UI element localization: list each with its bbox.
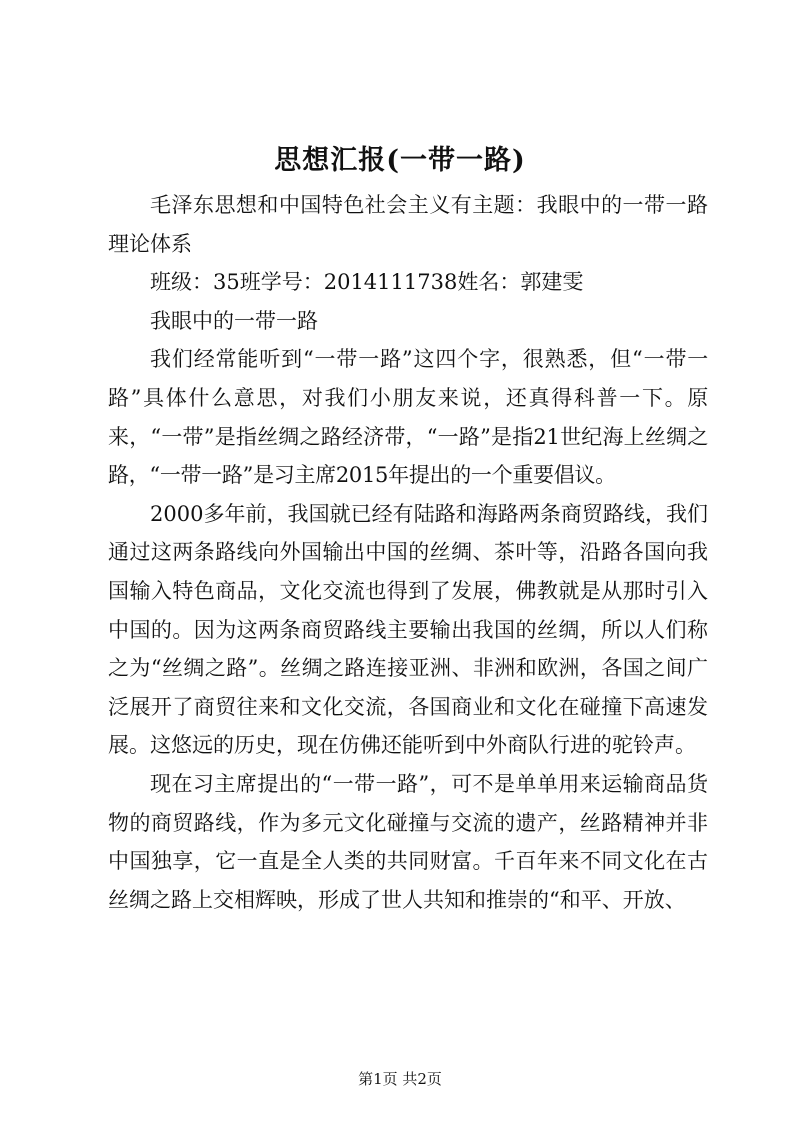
paragraph-student-info: 班级：35班学号：2014111738姓名：郭建雯	[150, 270, 584, 295]
paragraph-heading: 我眼中的一带一路	[150, 308, 318, 333]
paragraph-history: 2000多年前，我国就已经有陆路和海路两条商贸路线，我们通过这两条路线向外国输出中国的丝绸、茶叶等，沿路各国向我国输入特色商品，文化交流也得到了发展，佛教就是从那时引入中国的。因为这两条商贸路线主要输出我国的丝绸，所以人们称之为“丝绸之路”。丝绸之路连接亚洲、非洲和欧洲，各国之间广泛展开了商贸往来和文化交流，各国商业和文化在碰撞下高速发展。这悠远的历史，现在仿佛还能听到中外商队行进的驼铃声。	[108, 501, 708, 758]
paragraph-present: 现在习主席提出的“一带一路”，可不是单单用来运输商品货物的商贸路线，作为多元文化碰撞与交流的遗产，丝路精神并非中国独享，它一直是全人类的共同财富。千百年来不同文化在古丝绸之路上交相辉映，形成了世人共知和推崇的“和平、开放、	[108, 771, 708, 912]
paragraph-subject: 毛泽东思想和中国特色社会主义有主题：我眼中的一带一路理论体系	[108, 193, 708, 256]
document-body	[108, 186, 708, 919]
page-footer: 第1页 共2页	[358, 1070, 442, 1088]
document-title: 思想汇报(一带一路)	[274, 145, 526, 176]
paragraph-intro: 我们经常能听到“一带一路”这四个字，很熟悉，但“一带一路”具体什么意思，对我们小朋友来说，还真得科普一下。原来，“一带”是指丝绸之路经济带，“一路”是指21世纪海上丝绸之路，“一带一路”是习主席2015年提出的一个重要倡议。	[108, 347, 708, 488]
